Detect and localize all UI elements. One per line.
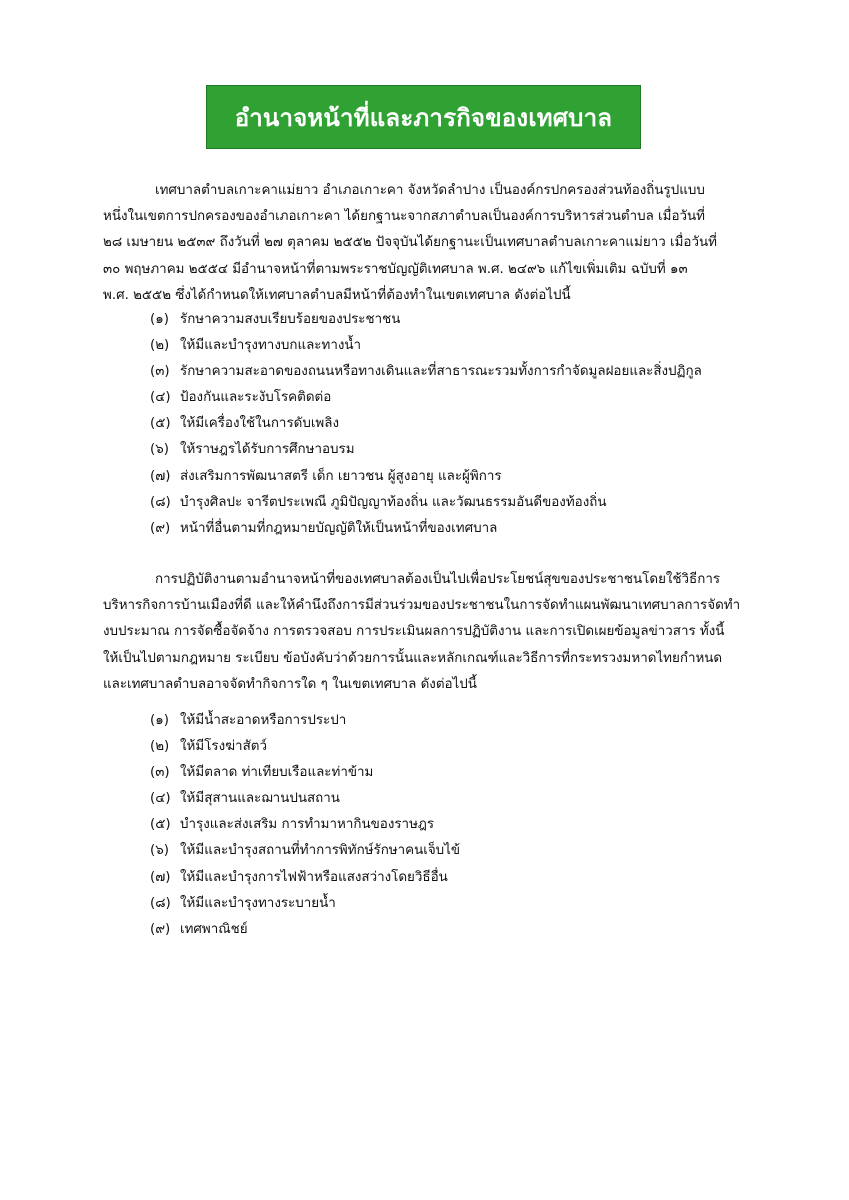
list-item-number: (๕) [150,817,171,833]
list-item-text: ให้มีและบำรุงทางระบายน้ำ [180,895,336,911]
mandatory-duties-list [150,307,702,542]
optional-activities-list [150,708,460,943]
paragraph-line: และเทศบาลตำบลอาจจัดทำกิจการใด ๆ ในเขตเทศบาล ดังต่อไปนี้ [103,676,477,692]
list-item-number: (๓) [150,765,170,781]
list-item-number: (๒) [150,739,170,755]
paragraph-line: งบประมาณ การจัดซื้อจัดจ้าง การตรวจสอบ การประเมินผลการปฏิบัติงาน และการเปิดเผยข้อมูลข่าวสาร ทั้งนี้ [103,624,725,640]
list-item [150,708,460,734]
list-item-number: (๖) [150,442,169,458]
paragraph-line: เทศบาลตำบลเกาะคาแม่ยาว อำเภอเกาะคา จังหวัดลำปาง เป็นองค์กรปกครองส่วนท้องถิ่นรูปแบบ [155,183,705,198]
list-item-number: (๕) [150,416,171,432]
list-item-text: ให้มีและบำรุงการไฟฟ้าหรือแสงสว่างโดยวิธีอื่น [180,869,448,885]
list-item [150,786,460,812]
list-item-number: (๔) [150,791,171,807]
list-item-number: (๘) [150,895,171,911]
list-item [150,411,702,437]
list-item [150,734,460,760]
list-item-number: (๖) [150,843,169,859]
paragraph-line: ให้เป็นไปตามกฎหมาย ระเบียบ ข้อบังคับว่าด้วยการนั้นและหลักเกณฑ์และวิธีการที่กระทรวงมหาดไทยกำหนด [103,650,723,666]
list-item-text: ให้มีตลาด ท่าเทียบเรือและท่าข้าม [180,765,374,781]
list-item [150,516,702,542]
list-item-text: ให้มีและบำรุงทางบกและทางน้ำ [180,338,362,354]
list-item [150,490,702,516]
list-item [150,307,702,333]
list-item [150,333,702,359]
paragraph-line: หนึ่งในเขตการปกครองของอำเภอเกาะคา ได้ยกฐานะจากสภาตำบลเป็นองค์การบริหารส่วนตำบล เมื่อวันที่ [103,209,706,225]
list-item [150,812,460,838]
list-item-text: ให้ราษฎรได้รับการศึกษาอบรม [180,442,355,458]
list-item [150,865,460,891]
list-item [150,760,460,786]
list-item-text: ให้มีเครื่องใช้ในการดับเพลิง [180,416,339,432]
list-item-text: ให้มีโรงฆ่าสัตว์ [180,739,267,755]
list-item-number: (๑) [150,312,169,327]
list-item [150,385,702,411]
paragraph-line: พ.ศ. ๒๕๕๒ ซึ่งได้กำหนดให้เทศบาลตำบลมีหน้าที่ต้องทำในเขตเทศบาล ดังต่อไปนี้ [103,287,571,303]
list-item-number: (๓) [150,364,170,380]
list-item [150,464,702,490]
list-item-number: (๔) [150,390,171,406]
list-item [150,359,702,385]
page-title: อำนาจหน้าที่และภารกิจของเทศบาล [234,103,613,132]
intro-paragraph [103,178,753,309]
list-item-text: บำรุงและส่งเสริม การทำมาหากินของราษฎร [180,817,435,833]
paragraph-line: บริหารกิจการบ้านเมืองที่ดี และให้คำนึงถึงการมีส่วนร่วมของประชาชนในการจัดทำแผนพัฒนาเทศบาลการจัดทำ [103,598,741,614]
list-item-number: (๗) [150,869,171,885]
list-item-number: (๘) [150,494,171,510]
paragraph-line: การปฏิบัติงานตามอำนาจหน้าที่ของเทศบาลต้องเป็นไปเพื่อประโยชน์สุขของประชาชนโดยใช้วิธีการ [155,572,721,587]
list-item-text: ส่งเสริมการพัฒนาสตรี เด็ก เยาวชน ผู้สูงอายุ และผู้พิการ [180,468,502,484]
title-banner [206,85,641,149]
operations-paragraph [103,567,753,698]
list-item-number: (๑) [150,713,169,728]
list-item-text: ให้มีสุสานและฌานปนสถาน [180,791,340,807]
list-item-text: ป้องกันและระงับโรคติดต่อ [180,390,332,406]
list-item-text: บำรุงศิลปะ จารีตประเพณี ภูมิปัญญาท้องถิ่น และวัฒนธรรมอันดีของท้องถิ่น [180,494,607,510]
list-item-text: ให้มีและบำรุงสถานที่ทำการพิทักษ์รักษาคนเจ็บไข้ [180,843,461,859]
list-item-text: ให้มีน้ำสะอาดหรือการประปา [180,713,347,728]
list-item-text: รักษาความสะอาดของถนนหรือทางเดินและที่สาธารณะรวมทั้งการกำจัดมูลฝอยและสิ่งปฏิกูล [180,364,702,380]
list-item [150,891,460,917]
list-item-number: (๙) [150,520,171,536]
list-item-number: (๒) [150,338,170,354]
list-item-number: (๙) [150,921,171,937]
list-item [150,838,460,864]
list-item-text: รักษาความสงบเรียบร้อยของประชาชน [180,312,401,327]
paragraph-line: ๓๐ พฤษภาคม ๒๕๕๔ มีอำนาจหน้าที่ตามพระราชบัญญัติเทศบาล พ.ศ. ๒๔๙๖ แก้ไขเพิ่มเติม ฉบับที่ ๑๓ [103,261,688,277]
list-item-text: เทศพาณิชย์ [180,921,248,937]
list-item-text: หน้าที่อื่นตามที่กฎหมายบัญญัติให้เป็นหน้าที่ของเทศบาล [180,520,498,536]
paragraph-line: ๒๘ เมษายน ๒๕๓๙ ถึงวันที่ ๒๗ ตุลาคม ๒๕๕๒ ปัจจุบันได้ยกฐานะเป็นเทศบาลตำบลเกาะคาแม่ยาว เมื่อวันที่ [103,235,717,251]
list-item [150,437,702,463]
list-item [150,917,460,943]
list-item-number: (๗) [150,468,171,484]
